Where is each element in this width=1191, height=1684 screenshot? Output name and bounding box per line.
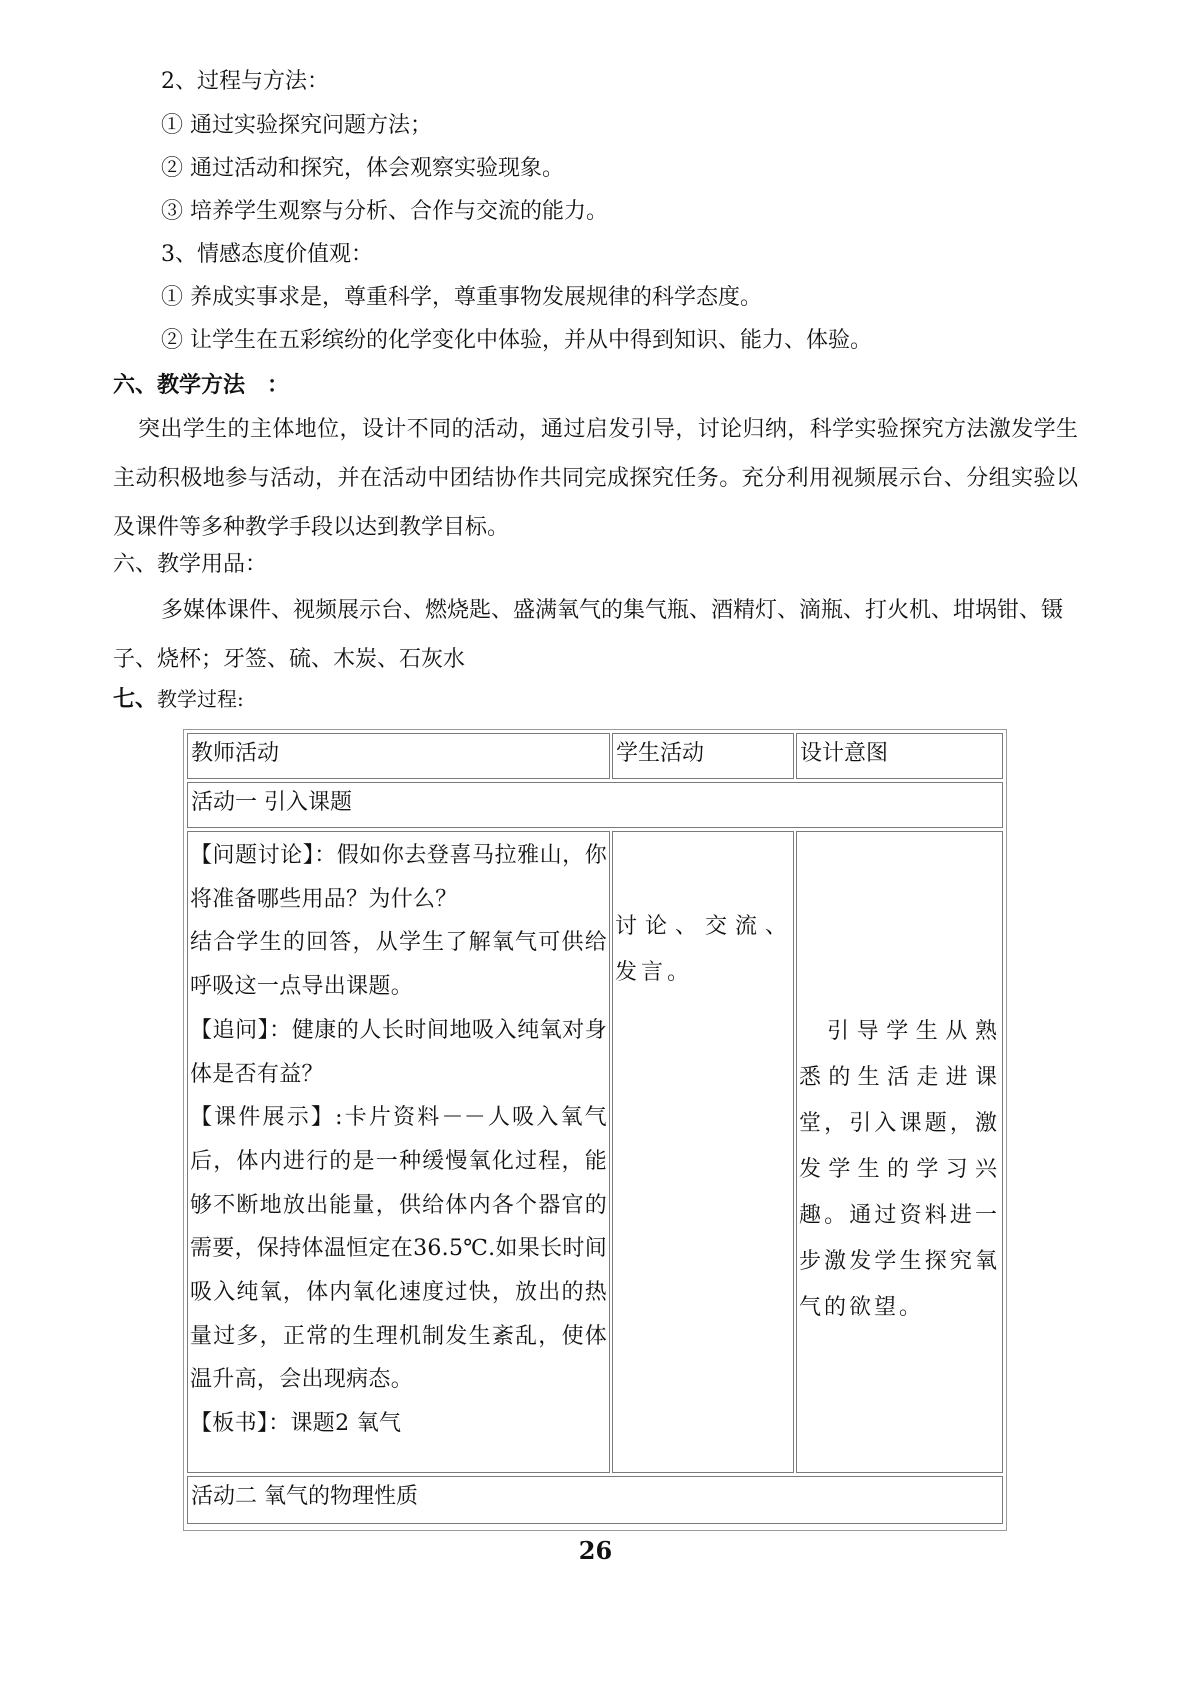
student-activity-text: 讨论、交流、发言。 <box>615 914 791 985</box>
emotion-item-1: ① 养成实事求是，尊重科学，尊重事物发展规律的科学态度。 <box>161 285 762 310</box>
activity-two-row: 活动二 氧气的物理性质 <box>187 1476 1003 1524</box>
activity-one-row: 活动一 引入课题 <box>187 782 1003 828</box>
process-section-number: 七、 <box>113 686 158 712</box>
design-intent-cell <box>796 831 1003 1473</box>
supplies-heading: 六、教学用品： <box>113 552 268 577</box>
teacher-activity-cell <box>187 831 610 1473</box>
supplies-body: 多媒体课件、视频展示台、燃烧匙、盛满氧气的集气瓶、酒精灯、滴瓶、打火机、坩埚钳、镊子、烧杯；牙签、硫、木炭、石灰水 <box>113 598 1064 672</box>
lesson-table <box>183 729 1007 1531</box>
process-method-heading: 2、过程与方法： <box>161 69 329 94</box>
emotion-item-2: ② 让学生在五彩缤纷的化学变化中体验，并从中得到知识、能力、体验。 <box>161 328 872 353</box>
header-design-intent: 设计意图 <box>796 733 1003 779</box>
header-teacher-activity: 教师活动 <box>187 733 610 779</box>
process-section-title: 教学过程: <box>157 687 244 711</box>
method-body: 突出学生的主体地位，设计不同的活动，通过启发引导，讨论归纳，科学实验探究方法激发学生主动积极地参与活动，并在活动中团结协作共同完成探究任务。充分利用视频展示台、分组实验以及课件等多种教学手段以达到教学目标。 <box>113 417 1078 540</box>
student-activity-cell <box>612 831 794 1473</box>
design-intent-text: 引导学生从熟悉的生活走进课堂，引入课题，激发学生的学习兴趣。通过资料进一步激发学生探究氧气的欲望。 <box>799 1019 1000 1320</box>
process-item-1: ① 通过实验探究问题方法； <box>161 113 432 138</box>
header-student-activity: 学生活动 <box>612 733 794 779</box>
teacher-activity-text: 【问题讨论】：假如你去登喜马拉雅山，你将准备哪些用品？为什么？ 结合学生的回答，从学生了解氧气可供给呼吸这一点导出课题。 【追问】：健康的人长时间地吸入纯氧对身体是否有益？ 【课件展示】:卡片资料－－人吸入氧气后，体内进行的是一种缓慢氧化过程，能够不断地放出能量，供给体内各个器官的需要，保持体温恒定在36.5℃.如果长时间吸入纯氧，体内氧化速度过快，放出的热量过多，正常的生理机制发生紊乱，使体温升高，会出现病态。 【板书】：课题2 氧气 <box>190 843 607 1437</box>
process-section-heading <box>113 684 244 715</box>
process-item-3: ③ 培养学生观察与分析、合作与交流的能力。 <box>161 199 608 224</box>
method-heading: 六、教学方法 ： <box>113 372 290 398</box>
page-number: 26 <box>578 1536 613 1565</box>
process-item-2: ② 通过活动和探究，体会观察实验现象。 <box>161 156 564 181</box>
emotion-heading: 3、情感态度价值观： <box>161 242 373 267</box>
